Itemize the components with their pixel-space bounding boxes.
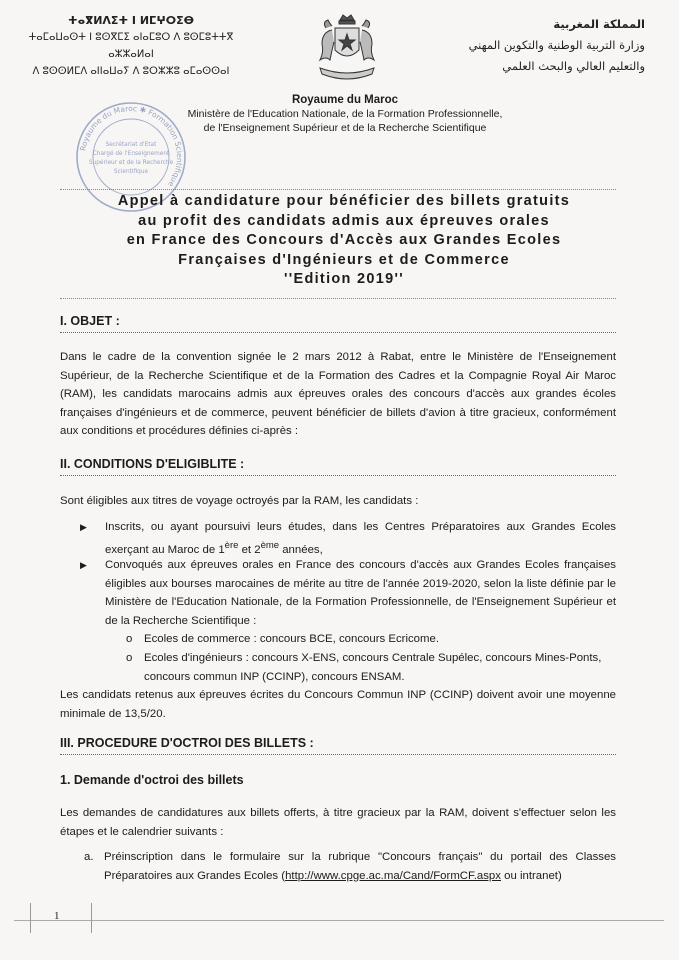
procedure-intro: Les demandes de candidatures aux billets offerts, à titre gracieux par la RAM, doivent s'effectuer selon les étapes et le calendrier suivants : — [60, 807, 616, 838]
step-label: a. — [84, 851, 94, 863]
subsection-heading-text: 1. Demande d'octroi des billets — [60, 773, 244, 787]
step-a-text — [84, 848, 616, 885]
circle-bullet-icon: o — [126, 633, 133, 645]
step-a-text-before: Préinscription dans le formulaire sur la rubrique "Concours français" du portail des Classes Préparatoires aux Grandes Ecoles ( — [104, 851, 616, 882]
sub-item-text: Ecoles d'ingénieurs : concours X-ENS, concours Centrale Supélec, concours Mines-Ponts, concours commun INP (CCINP), concours ENSAM. — [144, 652, 602, 683]
sub-item-ingenieurs — [126, 649, 616, 686]
tifinagh-header — [16, 12, 246, 80]
document-title — [64, 192, 624, 290]
section-heading-procedure — [60, 736, 616, 755]
conditions-note: Les candidats retenus aux épreuves écrites du Concours Commun INP (CCINP) doivent avoir une moyenne minimale de 13,5/20. — [60, 689, 616, 720]
bullet1-sup1: ère — [224, 539, 239, 551]
footer-line — [14, 920, 664, 921]
stamp-line-2: Chargé de l'Enseignement — [92, 151, 170, 157]
bullet-arrow-icon: ▶ — [80, 560, 87, 570]
title-line-2: au profit des candidats admis aux épreuves orales — [138, 212, 550, 229]
page-number: 1 — [54, 910, 60, 922]
condition-bullet-1-text — [80, 518, 616, 559]
section-divider — [60, 332, 616, 333]
section-heading-text: I. OBJET : — [60, 314, 120, 328]
arabic-header — [435, 14, 645, 77]
title-line-1: Appel à candidature pour bénéficier des billets gratuits — [117, 193, 571, 209]
procedure-step-a — [84, 848, 616, 885]
ministry-line-1: Ministère de l'Education Nationale, de la Formation Professionnelle, — [187, 108, 503, 120]
conditions-intro: Sont éligibles aux titres de voyage octroyés par la RAM, les candidats : — [60, 495, 419, 507]
arabic-line-3: والتعليم العالي والبحث العلمي — [502, 59, 645, 73]
sub-item-commerce — [126, 630, 616, 649]
subsection-heading-demande — [60, 773, 616, 791]
royal-emblem-icon — [312, 12, 382, 84]
section-divider — [60, 754, 616, 755]
bullet1-sup2: ème — [260, 539, 280, 551]
kingdom-name: Royaume du Maroc — [291, 94, 399, 106]
bullet1-part2: et 2 — [238, 543, 261, 556]
section-heading-text: II. CONDITIONS D'ELIGIBLITE : — [60, 457, 245, 471]
objet-paragraph: Dans le cadre de la convention signée le 2 mars 2012 à Rabat, entre le Ministère de l'Enseignement Supérieur, de la Recherche Scientifique et de la Formation des Cadres et la Compagnie Royal Air Maroc (RAM), les candidats marocains admis aux épreuves orales des concours d'accès aux grandes écoles françaises d'ingénieurs et de commerce, peuvent bénéficier de billets d'avion à titre gracieux, conformément aux conditions et procédures définies ci-après : — [60, 351, 616, 438]
condition-bullet-2 — [80, 556, 616, 630]
stamp-ring-text: Royaume du Maroc ✱ Formation Scientifique — [78, 103, 185, 189]
section-heading-text: III. PROCEDURE D'OCTROI DES BILLETS : — [60, 736, 314, 750]
ministry-line-2: de l'Enseignement Supérieur et de la Recherche Scientifique — [203, 122, 487, 134]
title-line-3: en France des Concours d'Accès aux Grandes Ecoles — [126, 232, 562, 248]
stamp-line-3: Supérieur et de la Recherche — [88, 160, 174, 166]
title-rule-top — [60, 189, 616, 190]
stamp-line-1: Secrétariat d'Etat — [105, 142, 157, 148]
form-link[interactable]: http://www.cpge.ac.ma/Cand/FormCF.aspx — [285, 869, 501, 882]
arabic-line-2: وزارة التربية الوطنية والتكوين المهني — [468, 38, 645, 52]
step-a-text-after: ou intranet) — [500, 869, 562, 882]
title-rule-bottom — [60, 298, 616, 299]
title-line-4: Françaises d'Ingénieurs et de Commerce — [178, 251, 510, 268]
condition-bullet-1 — [80, 518, 616, 559]
circle-bullet-icon: o — [126, 652, 133, 664]
arabic-line-1: المملكة المغربية — [553, 17, 645, 31]
tifinagh-line-2: ⵜⴰⵎⴰⵡⴰⵙⵜ ⵏ ⵓⵙⴳⵎⵉ ⴰⵏⴰⵎⵓⵔ ⴷ ⵓⵙⵎⵓⵜⵜⴳ ⴰⵣⵣⴰⵍⴰⵏ — [28, 32, 234, 60]
page-number-box — [30, 903, 92, 933]
section-heading-objet — [60, 314, 616, 333]
condition-bullet-2-text: Convoqués aux épreuves orales en France des concours d'accès aux Grandes Ecoles françaises éligibles aux bourses marocaines de mérite au titre de l'année 2019-2020, selon la liste définie par le Ministère de l'Education Nationale, de la Formation Professionnelle, de l'Enseignement Supérieur et de la Recherche Scientifique : — [105, 559, 616, 627]
title-line-5: ''Edition 2019'' — [283, 271, 404, 287]
bullet1-part1: Inscrits, ou ayant poursuivi leurs études, dans les Centres Préparatoires aux Grandes Ecoles exerçant au Maroc de 1 — [105, 521, 616, 556]
section-heading-conditions — [60, 457, 616, 476]
stamp-line-4: Scientifique — [113, 169, 149, 175]
bullet1-part3: années, — [279, 543, 323, 556]
section-divider — [60, 475, 616, 476]
sub-item-text: Ecoles de commerce : concours BCE, concours Ecricome. — [144, 633, 439, 645]
ministry-header — [180, 93, 510, 135]
bullet-arrow-icon: ▶ — [80, 522, 87, 532]
tifinagh-line-3: ⴷ ⵓⵙⵙⵍⵎⴷ ⴰⵏⵏⴰⵡⴰⵢ ⴷ ⵓⵔⵣⵣⵓ ⴰⵎⴰⵙⵙⴰⵏ — [32, 66, 230, 77]
tifinagh-line-1: ⵜⴰⴳⵍⴷⵉⵜ ⵏ ⵍⵎⵖⵔⵉⴱ — [67, 14, 194, 27]
